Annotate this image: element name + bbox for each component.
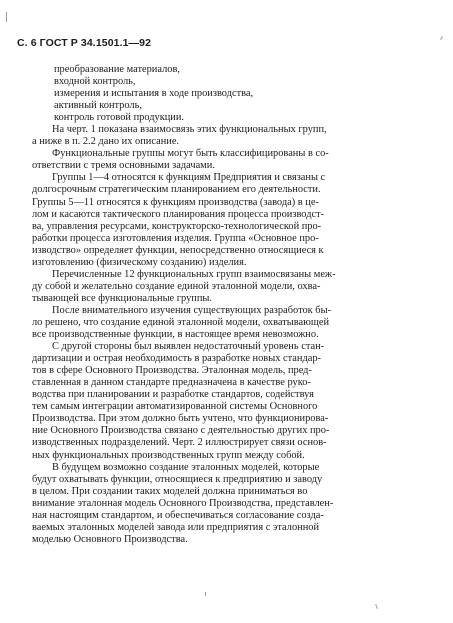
text-line: ва, управления ресурсами, конструкторско-технологической про-: [32, 220, 322, 232]
text-line: тем самым интеграции автоматизированной системы Основного: [32, 401, 318, 413]
text-line: дартизации и острая необходимость в разработке новых стандар-: [32, 353, 321, 365]
text-line: моделью Основного Производства.: [32, 533, 188, 545]
text-line: изготовлению (физическому созданию) изделия.: [32, 256, 247, 268]
text-line: В будущем возможно создание эталонных моделей, которые: [52, 461, 320, 473]
paragraph: [32, 462, 422, 546]
text-line: внимание эталонная модель Основного Производства, представлен-: [32, 497, 334, 509]
paragraph: [32, 269, 422, 305]
text-line: ставленная в данном стандарте предназначена в качестве руко-: [32, 377, 311, 389]
scan-mark: [205, 592, 206, 596]
list-item: измерения и испытания в ходе производства,: [54, 88, 254, 100]
text-line: изводство» определяет функции, непосредственно относящиеся к: [32, 244, 324, 256]
paragraph: [32, 148, 422, 172]
paragraph: [32, 124, 422, 148]
text-line: тов в сфере Основного Производства. Эталонная модель, пред-: [32, 365, 312, 377]
scan-mark: [440, 36, 443, 40]
text-line: ная настоящим стандартом, и обеспечиваться согласование созда-: [32, 509, 324, 521]
body-text: [32, 64, 422, 546]
text-line: Группы 1—4 относятся к функциям Предприятия и связаны с: [52, 172, 326, 184]
text-line: водства при планировании и разработке стандартов, содействуя: [32, 389, 314, 401]
text-line: ду собой и желательно создание единой эталонной модели, охва-: [32, 280, 321, 292]
scan-mark: [375, 604, 378, 609]
paragraph: [32, 305, 422, 341]
text-line: На черт. 1 показана взаимосвязь этих функциональных групп,: [52, 124, 327, 136]
text-line: работки процесса изготовления изделия. Группа «Основное про-: [32, 232, 319, 244]
text-line: тывающей все функциональные группы.: [32, 292, 212, 304]
text-line: ние Основного Производства связано с деятельностью других про-: [32, 425, 330, 437]
list-item: преобразование материалов,: [54, 64, 180, 75]
text-line: все производственные функции, в настоящее время невозможно.: [32, 329, 319, 341]
text-line: Функциональные группы могут быть классифицированы в со-: [52, 148, 329, 160]
scan-mark: [6, 12, 7, 22]
text-line: в целом. При создании таких моделей должна приниматься во: [32, 485, 308, 497]
text-line: Производства. При этом должно быть учтено, что функционирова-: [32, 413, 329, 425]
text-line: Группы 5—11 относятся к функциям производства (завода) в це-: [32, 196, 319, 208]
text-line: ваемых эталонных моделей завода или предприятия с эталонной: [32, 521, 320, 533]
text-line: изводственных подразделений. Черт. 2 иллюстрирует связи основ-: [32, 437, 327, 449]
text-line: ных функциональных производственных групп между собой.: [32, 449, 305, 461]
text-line: долгосрочным стратегическим планированием его деятельности.: [32, 184, 321, 196]
text-line: ответствии с тремя основными задачами.: [32, 160, 215, 172]
page-header: С. 6 ГОСТ Р 34.1501.1—92: [17, 37, 152, 49]
text-line: С другой стороны был выявлен недостаточный уровень стан-: [52, 341, 325, 353]
list-item: активный контроль,: [54, 100, 142, 112]
paragraph: [32, 172, 422, 268]
text-line: будут охватывать функции, относящиеся к предприятию и заводу: [32, 473, 323, 485]
text-line: лом и касаются тактического планирования процесса производст-: [32, 208, 325, 220]
functions-list: [32, 64, 422, 124]
text-line: а ниже в п. 2.2 дано их описание.: [32, 136, 180, 148]
text-line: Перечисленные 12 функциональных групп взаимосвязаны меж-: [52, 268, 336, 280]
paragraph: [32, 341, 422, 461]
list-item: входной контроль,: [54, 76, 136, 88]
text-line: ло решено, что создание единой эталонной модели, охватывающей: [32, 316, 330, 328]
text-line: После внимательного изучения существующих разработок бы-: [52, 304, 332, 316]
list-item: контроль готовой продукции.: [54, 112, 185, 124]
